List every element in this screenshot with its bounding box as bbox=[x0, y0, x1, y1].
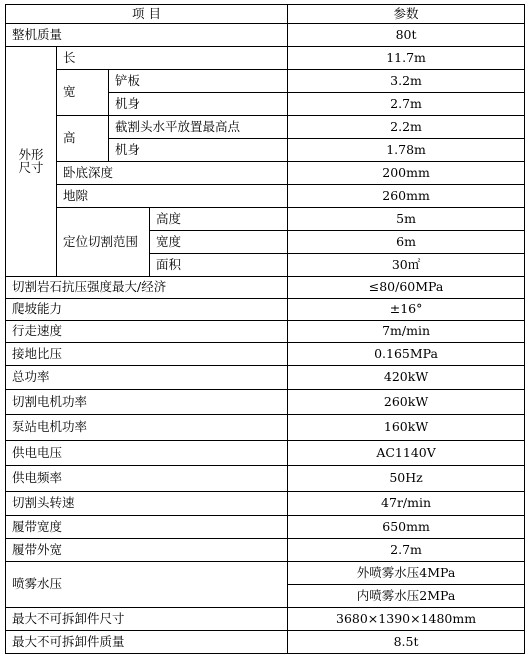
row-label: 行走速度 bbox=[6, 321, 288, 343]
table-row bbox=[6, 466, 525, 492]
row-value: 外喷雾水压4MPa bbox=[288, 562, 525, 585]
table-row bbox=[6, 208, 525, 231]
table-row bbox=[6, 441, 525, 466]
row-sublabel: 机身 bbox=[109, 93, 288, 116]
row-value: ≤80/60MPa bbox=[288, 277, 525, 299]
row-label: 切割头转速 bbox=[6, 492, 288, 516]
row-value: 0.165MPa bbox=[288, 343, 525, 366]
row-label: 泵站电机功率 bbox=[6, 415, 288, 441]
table-row bbox=[6, 366, 525, 390]
row-value: 11.7m bbox=[288, 47, 525, 70]
header-item: 项 目 bbox=[6, 5, 288, 24]
row-value: 2.7m bbox=[288, 539, 525, 562]
row-value: 200mm bbox=[288, 162, 525, 185]
row-value: 2.7m bbox=[288, 93, 525, 116]
table-row bbox=[6, 539, 525, 562]
row-value: 160kW bbox=[288, 415, 525, 441]
row-label: 总功率 bbox=[6, 366, 288, 390]
table-row bbox=[6, 608, 525, 631]
row-value: 1.78m bbox=[288, 139, 525, 162]
row-sublabel: 面积 bbox=[150, 254, 288, 277]
table-row bbox=[6, 321, 525, 343]
row-value: 2.2m bbox=[288, 116, 525, 139]
row-label: 供电频率 bbox=[6, 466, 288, 492]
height-label: 高 bbox=[57, 116, 109, 162]
table-row bbox=[6, 162, 525, 185]
row-value: 47r/min bbox=[288, 492, 525, 516]
spec-table bbox=[5, 4, 525, 654]
outline-label-line2: 尺寸 bbox=[18, 159, 44, 175]
table-row bbox=[6, 70, 525, 93]
row-label: 卧底深度 bbox=[57, 162, 288, 185]
table-row bbox=[6, 516, 525, 539]
row-value: 7m/min bbox=[288, 321, 525, 343]
row-sublabel: 高度 bbox=[150, 208, 288, 231]
row-sublabel: 铲板 bbox=[109, 70, 288, 93]
row-value: 6m bbox=[288, 231, 525, 254]
row-label: 接地比压 bbox=[6, 343, 288, 366]
row-value: 650mm bbox=[288, 516, 525, 539]
table-row bbox=[6, 492, 525, 516]
positioning-range-label: 定位切割范围 bbox=[57, 208, 150, 277]
row-value: 3.2m bbox=[288, 70, 525, 93]
table-row bbox=[6, 185, 525, 208]
row-label: 最大不可拆卸件尺寸 bbox=[6, 608, 288, 631]
row-sublabel: 机身 bbox=[109, 139, 288, 162]
row-label: 地隙 bbox=[57, 185, 288, 208]
width-label: 宽 bbox=[57, 70, 109, 116]
row-value: 5m bbox=[288, 208, 525, 231]
row-value: 260mm bbox=[288, 185, 525, 208]
row-value: 80t bbox=[288, 24, 525, 47]
header-param: 参数 bbox=[288, 5, 525, 24]
row-label: 整机质量 bbox=[6, 24, 288, 47]
table-row bbox=[6, 277, 525, 299]
row-label: 最大不可拆卸件质量 bbox=[6, 631, 288, 654]
header-row bbox=[6, 5, 525, 24]
row-label: 爬坡能力 bbox=[6, 299, 288, 321]
row-value: 50Hz bbox=[288, 466, 525, 492]
row-label: 喷雾水压 bbox=[6, 562, 288, 608]
row-label: 切割岩石抗压强度最大/经济 bbox=[6, 277, 288, 299]
row-sublabel: 截割头水平放置最高点 bbox=[109, 116, 288, 139]
row-value: AC1140V bbox=[288, 441, 525, 466]
row-sublabel: 宽度 bbox=[150, 231, 288, 254]
table-row bbox=[6, 562, 525, 585]
row-value: 260kW bbox=[288, 390, 525, 415]
table-row bbox=[6, 47, 525, 70]
row-value: 420kW bbox=[288, 366, 525, 390]
row-label: 供电电压 bbox=[6, 441, 288, 466]
table-row bbox=[6, 390, 525, 415]
table-row bbox=[6, 116, 525, 139]
table-row bbox=[6, 299, 525, 321]
table-row bbox=[6, 24, 525, 47]
row-label: 长 bbox=[57, 47, 288, 70]
row-label: 切割电机功率 bbox=[6, 390, 288, 415]
outline-group-label bbox=[6, 47, 57, 277]
row-value: 内喷雾水压2MPa bbox=[288, 585, 525, 608]
table-row bbox=[6, 631, 525, 654]
row-value: ±16° bbox=[288, 299, 525, 321]
row-value: 8.5t bbox=[288, 631, 525, 654]
row-label: 履带宽度 bbox=[6, 516, 288, 539]
outline-label-line1: 外形 bbox=[18, 147, 44, 162]
table-row bbox=[6, 415, 525, 441]
row-label: 履带外宽 bbox=[6, 539, 288, 562]
table-row bbox=[6, 343, 525, 366]
row-value: 3680×1390×1480mm bbox=[288, 608, 525, 631]
row-value: 30㎡ bbox=[288, 254, 525, 277]
